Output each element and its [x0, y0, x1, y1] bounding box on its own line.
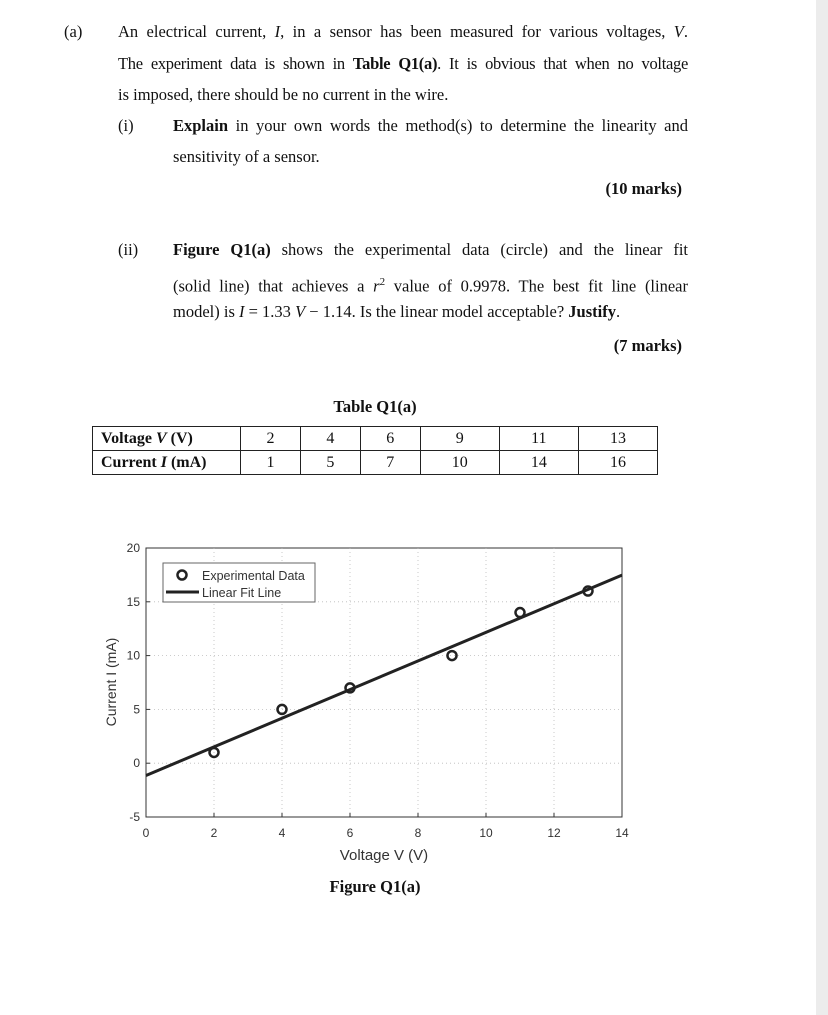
table-cell: 1	[241, 451, 301, 475]
voltage-header: Voltage V (V)	[93, 427, 241, 451]
sub-i-line-2: sensitivity of a sensor.	[173, 147, 320, 166]
y-axis-label: Current I (mA)	[103, 637, 119, 727]
table-cell: 6	[360, 427, 420, 451]
x-tick-label: 6	[346, 826, 354, 840]
part-label: (a)	[64, 22, 83, 41]
x-tick-label: 14	[615, 826, 629, 840]
intro-line-2: The experiment data is shown in Table Q1(a). It is obvious that when no voltage	[118, 54, 688, 73]
table-cell: 9	[420, 427, 499, 451]
table-title: Table Q1(a)	[333, 397, 417, 416]
legend-experimental-data: Experimental Data	[202, 569, 305, 583]
table-cell: 5	[300, 451, 360, 475]
y-tick-label: 5	[133, 702, 140, 717]
x-tick-label: 0	[142, 826, 150, 840]
sub-i-line-1: Explain in your own words the method(s) to determine the linearity and	[173, 116, 688, 135]
x-tick-label: 4	[278, 826, 286, 840]
table-cell: 4	[300, 427, 360, 451]
sub-ii-line-3: model) is I = 1.33 V − 1.14. Is the linear model acceptable? Justify.	[173, 302, 621, 321]
current-header: Current I (mA)	[93, 451, 241, 475]
table-cell: 11	[499, 427, 578, 451]
x-tick-label: 12	[547, 826, 561, 840]
sub-ii-line-2: (solid line) that achieves a $r^2$ value of 0.9978. The best fit line (linear	[173, 276, 688, 296]
sub-ii-label: (ii)	[118, 240, 139, 259]
intro-line-3: is imposed, there should be no current in the wire.	[118, 85, 449, 104]
table-cell: 16	[578, 451, 657, 475]
intro-line-1: An electrical current, I, in a sensor has been measured for various voltages, V.	[118, 22, 688, 41]
table-cell: 13	[578, 427, 657, 451]
y-tick-label: -5	[129, 810, 140, 824]
table-cell: 10	[420, 451, 499, 475]
table-cell: 7	[360, 451, 420, 475]
y-tick-label: 10	[126, 648, 140, 663]
x-axis-label: Voltage V (V)	[339, 847, 429, 864]
y-tick-label: 20	[126, 541, 140, 555]
table-cell: 2	[241, 427, 301, 451]
figure-caption: Figure Q1(a)	[329, 877, 421, 896]
sub-ii-line-1: Figure Q1(a) shows the experimental data (circle) and the linear fit	[173, 240, 688, 259]
sub-i-marks: (10 marks)	[605, 179, 682, 198]
x-tick-label: 8	[414, 826, 422, 840]
x-tick-label: 2	[210, 826, 218, 840]
legend-linear-fit: Linear Fit Line	[202, 586, 282, 600]
legend	[163, 563, 315, 602]
y-tick-label: 15	[126, 594, 140, 609]
x-tick-label: 10	[479, 826, 493, 840]
sub-ii-marks: (7 marks)	[613, 336, 682, 355]
y-tick-label: 0	[133, 756, 140, 771]
table-cell: 14	[499, 451, 578, 475]
sub-i-label: (i)	[118, 116, 134, 135]
